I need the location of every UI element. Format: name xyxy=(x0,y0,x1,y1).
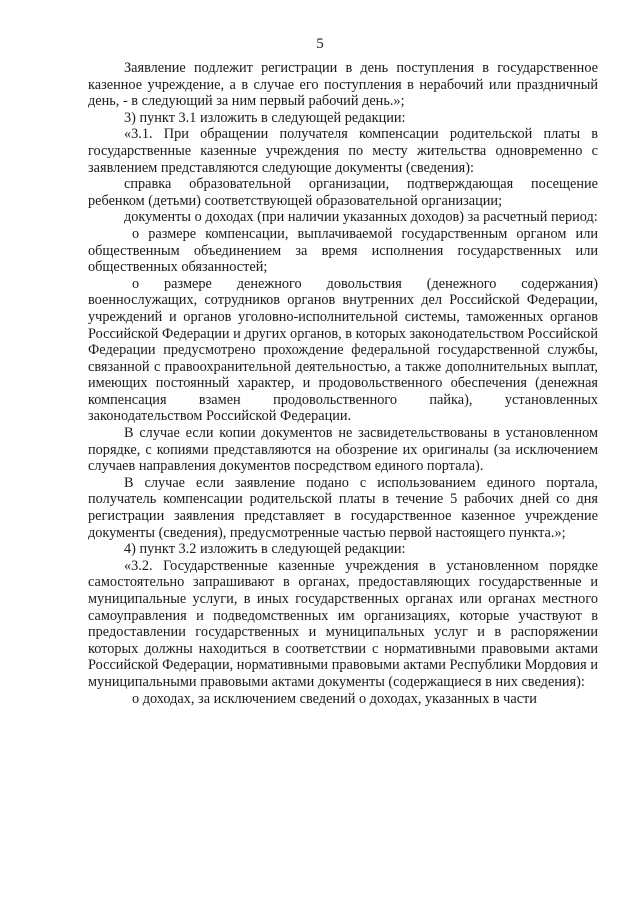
paragraph-clause-3-1: «3.1. При обращении получателя компенсации родительской платы в государственные казенные учреждения по месту жительства одновременно с заявлением представляются следующие документы (сведения): xyxy=(88,126,598,176)
paragraph-clause-3-2: «3.2. Государственные казенные учреждения в установленном порядке самостоятельно запрашивают в органах, предоставляющих государственные и муниципальные услуги, в иных государственных органах или органах местного самоуправления и подведомственных им организациях, которые участвуют в предоставлении государственных и муниципальных услуг и в распоряжении которых должны находиться в соответствии с нормативными правовыми актами Российской Федерации, нормативными правовыми актами Республики Мордовия и муниципальными правовыми актами документы (содержащиеся в них сведения): xyxy=(88,557,598,690)
paragraph-item-3: 3) пункт 3.1 изложить в следующей редакции: xyxy=(124,109,406,126)
paragraph-income-documents: документы о доходах (при наличии указанных доходов) за расчетный период: xyxy=(124,209,598,226)
paragraph-income-exception: о доходах, за исключением сведений о доходах, указанных в части xyxy=(132,690,537,707)
paragraph-registration: Заявление подлежит регистрации в день поступления в государственное казенное учреждение, а в случае его поступления в нерабочий или праздничный день, - в следующий за ним первый рабочий день.»; xyxy=(88,60,598,110)
document-body xyxy=(88,60,598,707)
paragraph-monetary-allowance: о размере денежного довольствия (денежного содержания) военнослужащих, сотрудников органов внутренних дел Российской Федерации, учреждений и органов уголовно-исполнительной системы, таможенных органов Российской Федерации и других органов, в которых законодательством Российской Федерации предусмотрено прохождение федеральной государственной службы, связанной с правоохранительной деятельностью, а также дополнительных выплат, имеющих постоянный характер, и продовольственного обеспечения (денежная компенсация взамен продовольственного пайка), установленных законодательством Российской Федерации. xyxy=(88,275,598,425)
paragraph-copies: В случае если копии документов не засвидетельствованы в установленном порядке, с копиями представляются на обозрение их оригиналы (за исключением случаев направления документов посредством единого портала). xyxy=(88,425,598,475)
paragraph-school-certificate: справка образовательной организации, подтверждающая посещение ребенком (детьми) соответствующей образовательной организации; xyxy=(88,176,598,209)
page-number: 5 xyxy=(316,36,324,52)
paragraph-item-4: 4) пункт 3.2 изложить в следующей редакции: xyxy=(124,541,406,558)
paragraph-portal: В случае если заявление подано с использованием единого портала, получатель компенсации родительской платы в течение 5 рабочих дней со дня регистрации заявления представляет в государственное казенное учреждение документы (сведения), предусмотренные частью первой настоящего пункта.»; xyxy=(88,474,598,541)
paragraph-compensation-amount: о размере компенсации, выплачиваемой государственным органом или общественным объединением за время исполнения государственных или общественных обязанностей; xyxy=(88,225,598,276)
